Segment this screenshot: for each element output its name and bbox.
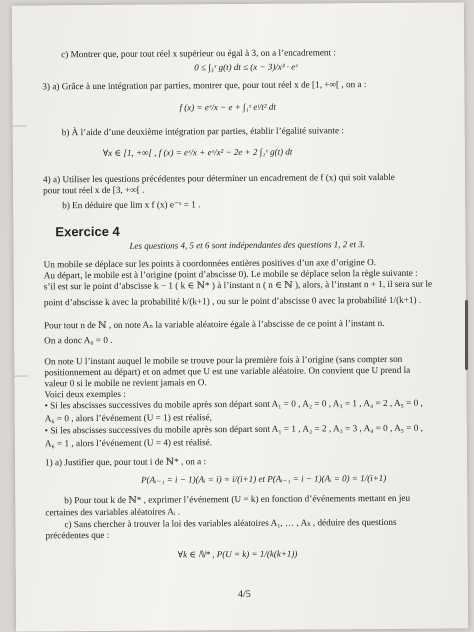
text-line-p3: s’il est sur le point d’abscisse k − 1 ( k ∈ ℕ* ) à l’instant n ( n ∈ ℕ ), alors, à l’instant n + 1, il sera sur le <box>43 278 433 292</box>
exercise-note: Les questions 4, 5 et 6 sont indépendantes des questions 1, 2 et 3. <box>129 239 366 251</box>
text-line-e4: c) Sans chercher à trouver la loi des variables aléatoires A₁, … , Aₖ , déduire des questions <box>64 516 397 530</box>
text-line-p2: Au départ, le mobile est à l’origine (point d’abscisse 0). Le mobile se déplace selon la règle suivante : <box>43 267 418 281</box>
text-line-q1c: c) Montrer que, pour tout réel x supérieur ou égal à 3, on a l’encadrement : <box>61 47 336 60</box>
text-line-p6: On a donc A₀ = 0 . <box>44 334 113 346</box>
text-line-p10: Voici deux exemples : <box>44 388 126 400</box>
text-line-e2: b) Pour tout k de ℕ* , exprimer l’événement (U = k) en fonction d’événements mettant en jeu <box>64 492 411 506</box>
text-line-e3: certaines des variables aléatoires Aᵢ . <box>45 506 181 518</box>
exercise-heading: Exercice 4 <box>55 223 120 240</box>
text-line-p1: Un mobile se déplace sur les points à coordonnées entières positives d’un axe d’origine O. <box>43 257 377 270</box>
equation-eq2: f (x) = eˣ/x − e + ∫₁ˣ eᵗ/t² dt <box>179 101 276 113</box>
text-line-q3a: 3) a) Grâce à une intégration par parties, montrer que, pour tout réel x de [1, +∞[ , on a : <box>42 79 367 92</box>
exam-page <box>12 2 468 631</box>
text-line-p11: • Si les abscisses successives du mobile après son départ sont A₁ = 0 , A₂ = 0 , A₃ = 1 , A₄ = 2 , A₅ = 0 , <box>44 397 423 411</box>
equation-eq1: 0 ≤ ∫₃ˣ g(t) dt ≤ (x − 3)/x³ · eˣ <box>194 61 298 73</box>
text-line-e5: précédentes que : <box>45 529 110 541</box>
text-line-p14: A₆ = 1 , alors l’événement (U = 4) est réalisé. <box>44 437 213 449</box>
page-edge-shadow <box>465 300 468 370</box>
equation-eq4: P(Aᵢ₋₁ = i − 1)(Aᵢ = i) = i/(i+1) et P(Aᵢ₋₁ = i − 1)(Aᵢ = 0) = 1/(i+1) <box>141 472 387 485</box>
text-line-p13: • Si les abscisses successives du mobile après son départ sont A₁ = 1 , A₂ = 2 , A₃ = 3 , A₄ = 0 , A₅ = 0 , <box>44 422 423 436</box>
text-line-p8: positionnement au départ) et on admet que U est une variable aléatoire. On convient que U prend la <box>44 364 411 378</box>
margin-mark <box>13 125 27 126</box>
text-line-q4a1: 4) a) Utiliser les questions précédentes pour déterminer un encadrement de f (x) qui soit valable <box>42 171 395 185</box>
text-line-p9: valeur 0 si le mobile ne revient jamais en O. <box>44 377 207 389</box>
text-line-p7: On note U l’instant auquel le mobile se trouve pour la première fois à l’origine (sans compter son <box>44 353 403 367</box>
text-line-e1: 1) a) Justifier que, pour tout i de ℕ* , on a : <box>44 456 207 468</box>
page-number: 4/5 <box>237 588 251 601</box>
equation-eq3: ∀x ∈ [1, +∞[ , f (x) = eˣ/x + eˣ/x² − 2e + 2 ∫₁ˣ g(t) dt <box>102 146 293 158</box>
text-line-q4a2: pour tout réel x de [3, +∞[ . <box>43 184 145 196</box>
margin-mark <box>14 375 28 376</box>
text-line-p5: Pour tout n de ℕ , on note Aₙ la variable aléatoire égale à l’abscisse de ce point à l’instant n. <box>44 317 385 331</box>
text-line-p4: point d’abscisse k avec la probabilité k/(k+1) , ou sur le point d’abscisse 0 avec la probabilité 1/(k+1) . <box>43 294 422 308</box>
equation-eq5: ∀k ∈ ℕ* , P(U = k) = 1/(k(k+1)) <box>177 548 298 560</box>
text-line-q3b: b) À l’aide d’une deuxième intégration par parties, établir l’égalité suivante : <box>61 125 344 138</box>
text-line-q4b: b) En déduire que lim x f (x) e⁻ˣ = 1 . <box>62 199 201 211</box>
text-line-p12: A₆ = 0 , alors l’événement (U = 1) est réalisé, <box>44 412 212 424</box>
